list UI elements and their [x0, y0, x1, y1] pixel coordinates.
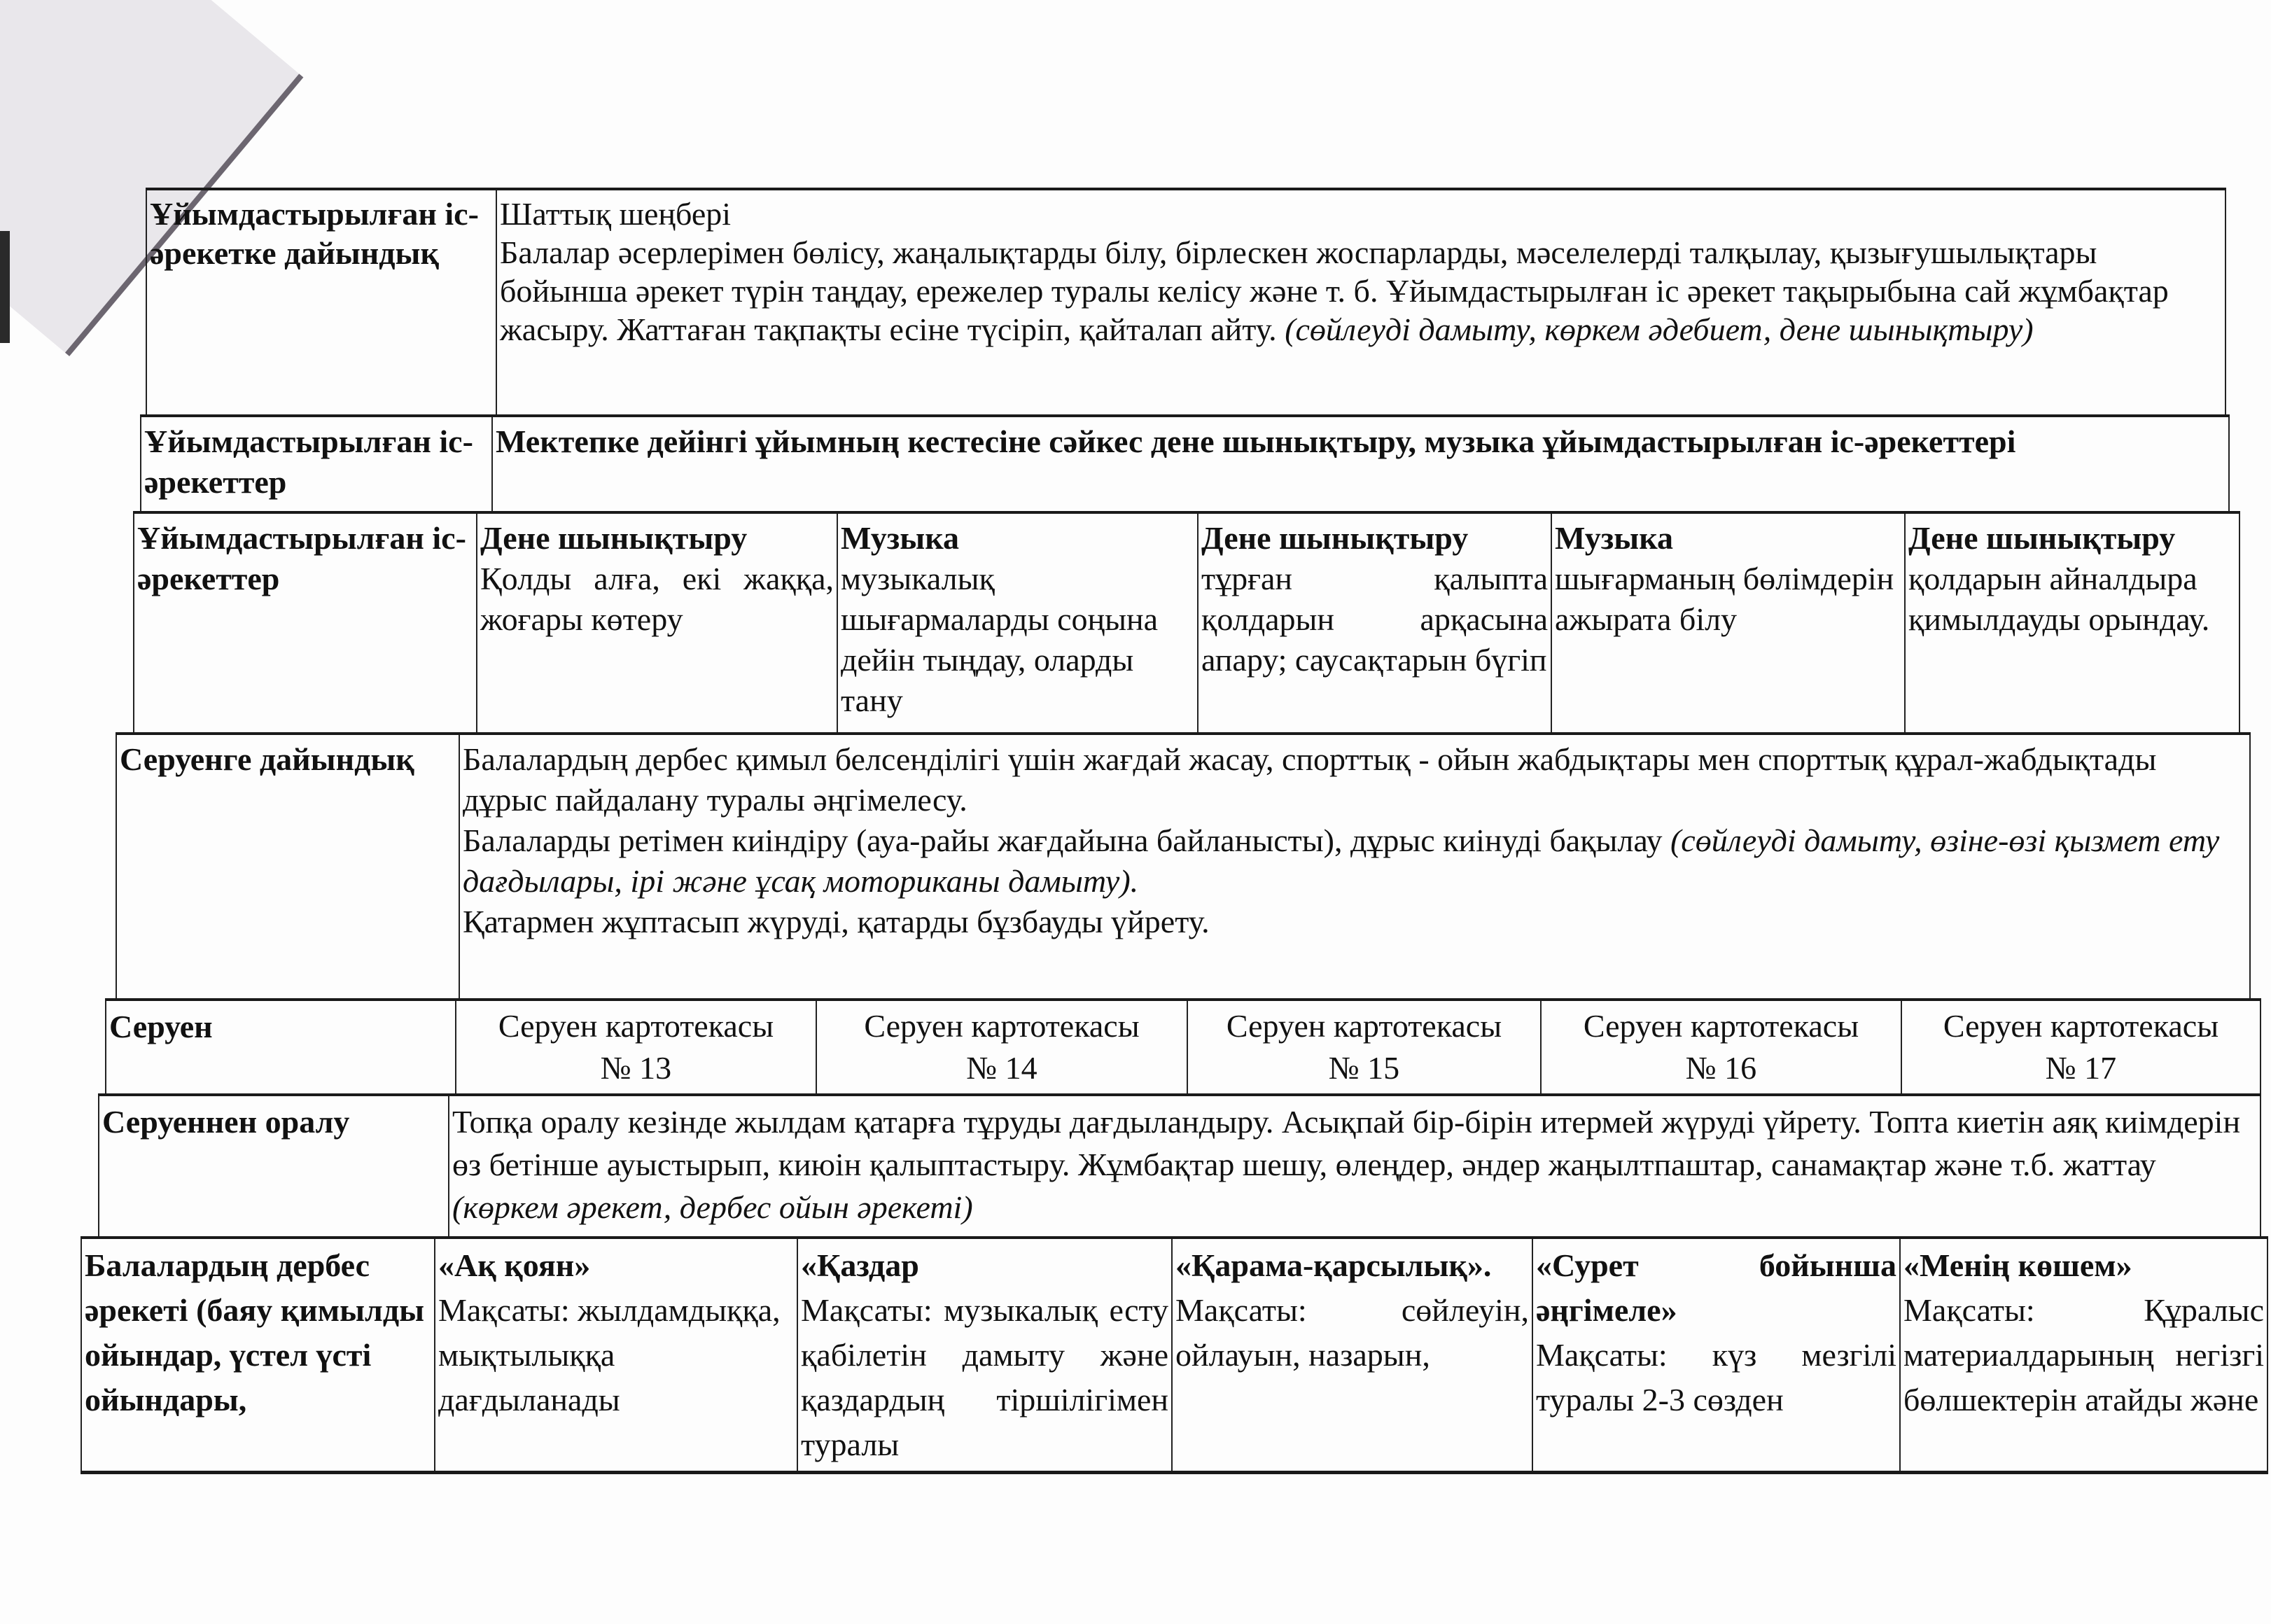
row-label: Ұйымдастырылған іс-әрекеттер: [133, 514, 476, 732]
content-note: (сөйлеуді дамыту, көркем әдебиет, дене шынықтыру): [1285, 312, 2034, 347]
row-organized-activities: [140, 414, 2230, 511]
row-label: Ұйымдастырылған іс-әрекетке дайындық: [146, 190, 496, 414]
day-title: Дене шынықтыру: [1908, 520, 2176, 556]
game-cell: [797, 1239, 1171, 1471]
walk-card-title: Серуен картотекасы: [864, 1008, 1140, 1044]
day-text: Қолды алға, екі жаққа, жоғары көтеру: [480, 561, 834, 637]
row-activity-preparation: [146, 188, 2226, 414]
game-title: «Менің көшем»: [1903, 1247, 2132, 1283]
game-cell: [434, 1239, 797, 1471]
content-note: (сөйлеуді дамыту, өзіне-өзі қызмет ету дағдылары, ірі және ұсақ моториканы дамыту).: [463, 822, 2220, 899]
walk-card-number: № 13: [600, 1050, 672, 1086]
day-title: Музыка: [1555, 520, 1674, 556]
walk-card-cell: [1901, 1001, 2261, 1093]
row-label: Серуен: [105, 1001, 455, 1093]
row-walk: [105, 998, 2261, 1093]
game-title: «Сурет бойынша әңгімеле»: [1536, 1247, 1896, 1328]
row-label: Серуенге дайындық: [116, 735, 459, 998]
content-note: (көркем әрекет, дербес ойын әрекеті): [452, 1189, 973, 1225]
game-goal: Мақсаты: жылдамдыққа, мықтылыққа дағдыланады: [438, 1292, 781, 1418]
row-organized-activities-schedule: [133, 511, 2240, 732]
day-text: музыкалық шығармаларды соңына дейін тыңдау, оларды тану: [841, 561, 1159, 718]
game-goal: Мақсаты: күз мезгілі туралы 2-3 сөзден: [1536, 1337, 1896, 1418]
walk-card-cell: [1540, 1001, 1901, 1093]
walk-card-number: № 16: [1685, 1050, 1757, 1086]
content-text: Қатармен жұптасып жүруді, қатарды бұзбауды үйрету.: [463, 904, 1210, 939]
row-label: Ұйымдастырылған іс-әрекеттер: [140, 417, 491, 511]
content-text: Балаларды ретімен киіндіру (ауа-райы жағдайына байланысты), дұрыс киінуді бақылау: [463, 822, 1663, 858]
day-cell: [1197, 514, 1551, 732]
content-text: Балалар әсерлерімен бөлісу, жаңалықтарды білу, бірлескен жоспарларды, мәселелерді талқылау, қызығушылықтары бойынша әрекет түрін таңдау, ережелер туралы келісу және т. б. Ұйымдастырылған іс әрекет тақырыбына сай жұмбақтар жасыру. Жаттаған тақпақты есіне түсіріп, қайталап айту.: [500, 234, 2169, 347]
row-label: Балалардың дербес әрекеті (баяу қимылды ойындар, үстел үсті ойындары,: [81, 1239, 434, 1471]
day-cell: [837, 514, 1197, 732]
page-edge-shadow: [0, 231, 10, 343]
content-title: Шаттық шеңбері: [500, 196, 732, 232]
content-text: Топқа оралу кезінде жылдам қатарға тұруды дағдыландыру. Асықпай бір-бірін итермей жүруді үйрету. Топта киетін аяқ киімдерін өз бетінше ауыстырып, киюін қалыптастыру. Жұмбақтар шешу, өлеңдер, әндер жаңылтпаштар, санамақтар және т.б. жаттау: [452, 1104, 2241, 1182]
row-walk-preparation: [116, 732, 2251, 998]
day-text: қолдарын айналдыра қимылдауды орындау.: [1908, 561, 2210, 637]
content-text: Балалардың дербес қимыл белсенділігі үшін жағдай жасау, спорттық - ойын жабдықтары мен спорттық құрал-жабдықтады дұрыс пайдалану туралы әңгімелесу.: [463, 741, 2157, 818]
walk-card-title: Серуен картотекасы: [1943, 1008, 2219, 1044]
walk-card-cell: [455, 1001, 816, 1093]
walk-card-cell: [1187, 1001, 1540, 1093]
game-cell: [1171, 1239, 1532, 1471]
day-title: Дене шынықтыру: [1201, 520, 1469, 556]
row-independent-activity: [81, 1236, 2268, 1474]
game-goal: Мақсаты: Құралыс материалдарының негізгі бөлшектерін атайды және: [1903, 1292, 2264, 1418]
game-goal: Мақсаты: сөйлеуін, ойлауын, назарын,: [1175, 1292, 1529, 1373]
walk-card-number: № 15: [1328, 1050, 1400, 1086]
row-content: [448, 1096, 2261, 1236]
walk-card-title: Серуен картотекасы: [1583, 1008, 1859, 1044]
game-cell: [1899, 1239, 2268, 1471]
walk-card-title: Серуен картотекасы: [1226, 1008, 1502, 1044]
day-text: шығарманың бөлімдерін ажырата білу: [1555, 561, 1894, 637]
day-cell: [1551, 514, 1904, 732]
row-content: Мектепке дейінгі ұйымның кестесіне сәйкес дене шынықтыру, музыка ұйымдастырылған іс-әрекеттері: [491, 417, 2230, 511]
game-cell: [1532, 1239, 1899, 1471]
row-return-from-walk: [98, 1093, 2261, 1236]
day-title: Дене шынықтыру: [480, 520, 748, 556]
day-cell: [476, 514, 837, 732]
game-title: «Ақ қоян»: [438, 1247, 591, 1283]
walk-card-number: № 17: [2045, 1050, 2117, 1086]
row-content: [496, 190, 2226, 414]
game-title: «Қарама-қарсылық».: [1175, 1247, 1492, 1283]
game-title: «Қаздар: [801, 1247, 919, 1283]
day-cell: [1904, 514, 2240, 732]
day-title: Музыка: [841, 520, 960, 556]
game-goal: Мақсаты: музыкалық есту қабілетін дамыту және қаздардың тіршілігімен туралы: [801, 1292, 1168, 1462]
day-text: тұрған қалыпта қолдарын арқасына апару; саусақтарын бүгіп: [1201, 561, 1548, 678]
row-label: Серуеннен оралу: [98, 1096, 448, 1236]
row-content: [459, 735, 2251, 998]
walk-card-cell: [816, 1001, 1187, 1093]
walk-card-title: Серуен картотекасы: [498, 1008, 774, 1044]
walk-card-number: № 14: [966, 1050, 1037, 1086]
